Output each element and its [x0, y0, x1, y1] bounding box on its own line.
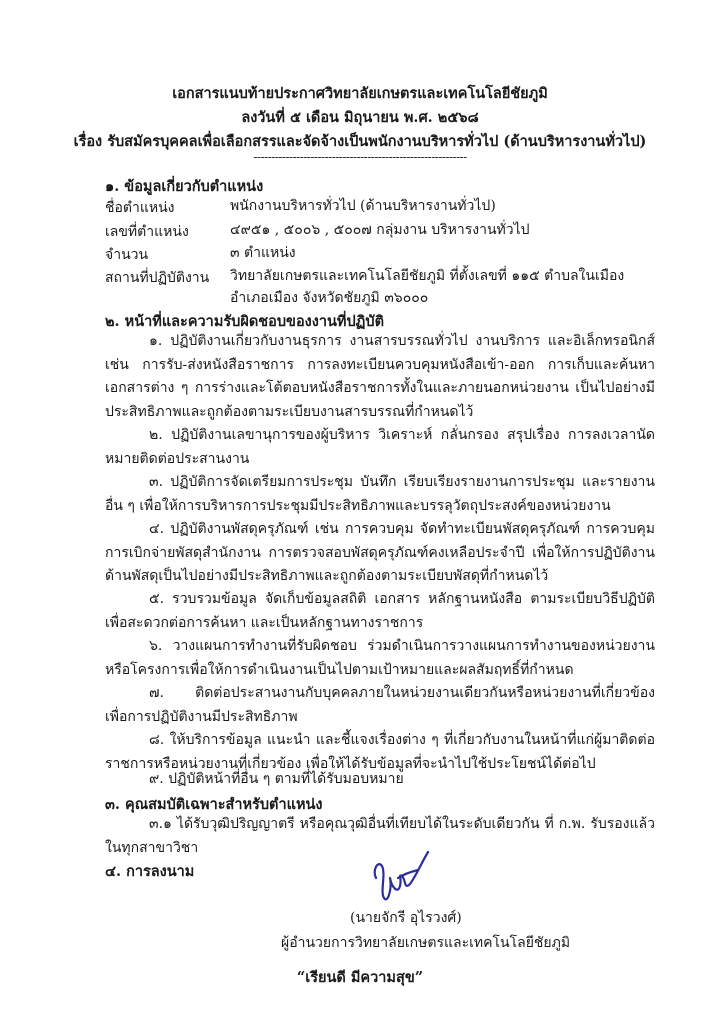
position-name-value: พนักงานบริหารทั่วไป (ด้านบริหารงานทั่วไป)	[230, 198, 496, 214]
duty-item-6: ๖. วางแผนการทำงานที่รับผิดชอบ ร่วมดำเนินการวางแผนการทำงานของหน่วยงาน หรือโครงการเพื่อให้การดำเนินงานเป็นไปตามเป้าหมายและผลสัมฤทธิ์ที่กำหนด	[105, 638, 655, 678]
header-separator: ------------------------------------------------------------	[253, 150, 467, 164]
duty-item-2: ๒. ปฏิบัติงานเลขานุการของผู้บริหาร วิเคราะห์ กลั่นกรอง สรุปเรื่อง การลงเวลานัดหมายติดต่อประสานงาน	[105, 427, 655, 467]
doc-date-line: ลงวันที่ ๕ เดือน มิถุนายน พ.ศ. ๒๕๖๘	[241, 109, 479, 126]
section-1-title: ๑. ข้อมูลเกี่ยวกับตำแหน่ง	[105, 178, 264, 195]
college-slogan: “เรียนดี มีความสุข”	[296, 969, 424, 986]
qualification-item-1: ๓.๑ ได้รับวุฒิปริญญาตรี หรือคุณวุฒิอื่นที่เทียบได้ในระดับเดียวกัน ที่ ก.พ. รับรองแล้ว ในทุกสาขาวิชา	[105, 816, 655, 856]
signer-title: ผู้อำนวยการวิทยาลัยเกษตรและเทคโนโลยีชัยภูมิ	[281, 935, 571, 951]
position-name-label: ชื่อตำแหน่ง	[105, 200, 175, 216]
section-4-title: ๔. การลงนาม	[105, 863, 195, 880]
quantity-value: ๓ ตำแหน่ง	[230, 245, 296, 261]
workplace-value: วิทยาลัยเกษตรและเทคโนโลยีชัยภูมิ ที่ตั้งเลขที่ ๑๑๕ ตำบลในเมือง อำเภอเมือง จังหวัดชัยภูมิ ๓๖๐๐๐	[230, 268, 625, 306]
duty-item-4: ๔. ปฏิบัติงานพัสดุครุภัณฑ์ เช่น การควบคุม จัดทำทะเบียนพัสดุครุภัณฑ์ การควบคุมการเบิกจ่ายพัสดุสำนักงาน การตรวจสอบพัสดุครุภัณฑ์คงเหลือประจำปี เพื่อให้การปฏิบัติงานด้านพัสดุเป็นไปอย่างมีประสิทธิภาพและถูกต้องตามระเบียบพัสดุที่กำหนดไว้	[105, 521, 655, 584]
duty-item-8: ๘. ให้บริการข้อมูล แนะนำ และชี้แจงเรื่องต่าง ๆ ที่เกี่ยวกับงานในหน้าที่แก่ผู้มาติดต่อราชการหรือหน่วยงานที่เกี่ยวข้อง เพื่อให้ได้รับข้อมูลที่จะนำไปใช้ประโยชน์ได้ต่อไป	[105, 732, 655, 772]
doc-subject-line: เรื่อง รับสมัครบุคคลเพื่อเลือกสรรและจัดจ้างเป็นพนักงานบริหารทั่วไป (ด้านบริหารงานทั่วไป)	[73, 133, 647, 150]
handwritten-signature	[368, 848, 434, 908]
workplace-label: สถานที่ปฏิบัติงาน	[105, 270, 210, 286]
signer-name: (นายจักรี อุไรวงศ์)	[350, 910, 462, 926]
duty-item-3: ๓. ปฏิบัติการจัดเตรียมการประชุม บันทึก เรียบเรียงรายงานการประชุม และรายงานอื่น ๆ เพื่อให้การบริหารการประชุมมีประสิทธิภาพและบรรลุวัตถุประสงค์ของหน่วยงาน	[105, 474, 655, 514]
section-3-title: ๓. คุณสมบัติเฉพาะสำหรับตำแหน่ง	[105, 796, 323, 813]
section-2-title: ๒. หน้าที่และความรับผิดชอบของงานที่ปฏิบัติ	[105, 313, 384, 330]
position-number-value: ๔๙๕๑ , ๕๐๐๖ , ๕๐๐๗ กลุ่มงาน บริหารงานทั่วไป	[230, 222, 530, 238]
duty-item-5: ๕. รวบรวมข้อมูล จัดเก็บข้อมูลสถิติ เอกสาร หลักฐานหนังสือ ตามระเบียบวิธีปฏิบัติเพื่อสะดวกต่อการค้นหา และเป็นหลักฐานทางราชการ	[105, 591, 655, 631]
duty-item-1: ๑. ปฏิบัติงานเกี่ยวกับงานธุรการ งานสารบรรณทั่วไป งานบริการ และอิเล็กทรอนิกส์ เช่น การรับ-ส่งหนังสือราชการ การลงทะเบียนควบคุมหนังสือเข้า-ออก การเก็บและค้นหาเอกสารต่าง ๆ การร่างและโต้ตอบหนังสือราชการทั้งในและภายนอกหน่วยงาน เป็นไปอย่างมีประสิทธิภาพและถูกต้องตามระเบียบงานสารบรรณที่กำหนดไว้	[105, 333, 655, 420]
quantity-label: จำนวน	[105, 247, 149, 263]
duty-item-9: ๙. ปฏิบัติหน้าที่อื่น ๆ ตามที่ได้รับมอบหมาย	[149, 771, 404, 787]
duty-item-7: ๗. ติดต่อประสานงานกับบุคคลภายในหน่วยงานเดียวกันหรือหน่วยงานที่เกี่ยวข้อง เพื่อการปฏิบัติงานมีประสิทธิภาพ	[105, 685, 655, 725]
position-number-label: เลขที่ตำแหน่ง	[105, 224, 189, 240]
doc-title-line-1: เอกสารแนบท้ายประกาศวิทยาลัยเกษตรและเทคโนโลยีชัยภูมิ	[172, 85, 548, 102]
